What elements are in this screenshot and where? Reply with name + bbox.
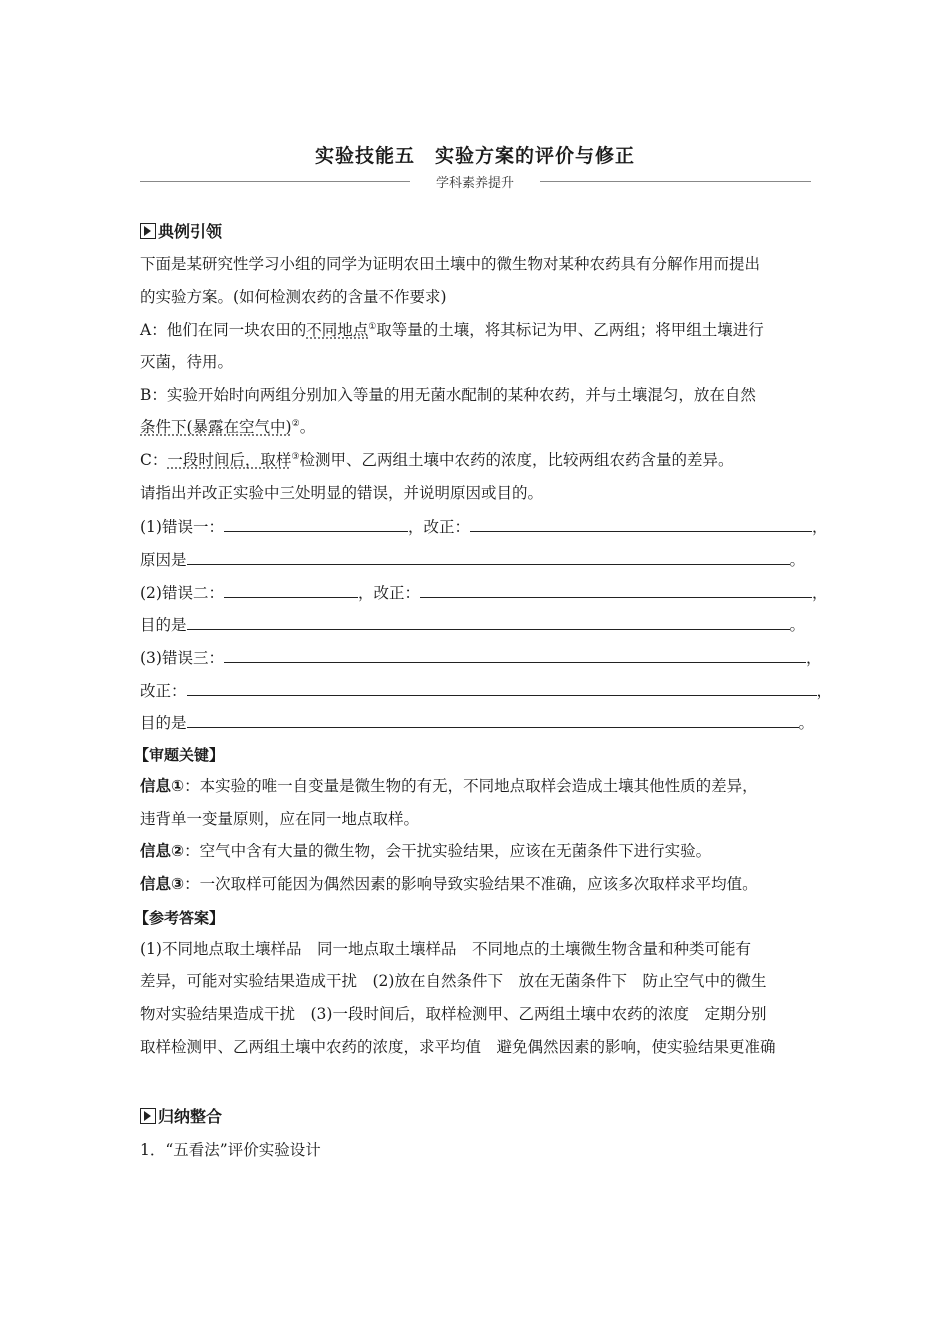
q1-label: (1)错误一： bbox=[140, 518, 224, 536]
section-heading-summary bbox=[140, 1104, 222, 1127]
step-a-suffix: 取等量的土壤，将其标记为甲、乙两组；将甲组土壤进行 bbox=[376, 321, 764, 339]
answer-line-4: 取样检测甲、乙两组土壤中农药的浓度，求平均值 避免偶然因素的影响，使实验结果更准确 bbox=[140, 1038, 776, 1056]
comma: ， bbox=[811, 584, 828, 602]
answer-line-2: 差异，可能对实验结果造成干扰 (2)放在自然条件下 放在无菌条件下 防止空气中的微生 bbox=[140, 972, 767, 990]
purpose-label: 目的是 bbox=[140, 714, 187, 732]
section-heading-examples bbox=[140, 219, 222, 242]
step-a-line-2: 灭菌，待用。 bbox=[140, 353, 234, 371]
play-icon bbox=[140, 223, 156, 239]
info-2-line bbox=[140, 843, 711, 859]
purpose-label: 目的是 bbox=[140, 616, 187, 634]
key-info-3: 一段时间后，取样 bbox=[167, 451, 292, 469]
step-c-line bbox=[140, 452, 733, 468]
q3-fix-blank[interactable] bbox=[187, 681, 817, 696]
analysis-heading: 【审题关键】 bbox=[134, 746, 225, 764]
q2-label: (2)错误二： bbox=[140, 584, 224, 602]
step-b-end: 。 bbox=[299, 418, 316, 436]
q2-line bbox=[140, 583, 828, 601]
key-info-2: 条件下(暴露在空气中) bbox=[140, 418, 292, 436]
step-a-line-1 bbox=[140, 322, 764, 338]
info-3-text: ：一次取样可能因为偶然因素的影响导致实验结果不准确，应该多次取样求平均值。 bbox=[184, 875, 758, 893]
period: 。 bbox=[798, 714, 815, 732]
info-3-line bbox=[140, 876, 758, 892]
info-2-text: ：空气中含有大量的微生物，会干扰实验结果，应该在无菌条件下进行实验。 bbox=[184, 842, 712, 860]
comma: ， bbox=[816, 682, 833, 700]
q1-error-blank[interactable] bbox=[224, 517, 408, 532]
q3-purpose-line bbox=[140, 713, 814, 731]
answer-line-1: (1)不同地点取土壤样品 同一地点取土壤样品 不同地点的土壤微生物含量和种类可能有 bbox=[140, 940, 751, 958]
info-1-line-2: 违背单一变量原则，应在同一地点取样。 bbox=[140, 810, 420, 828]
reason-label: 原因是 bbox=[140, 551, 187, 569]
q3-line bbox=[140, 648, 821, 666]
q3-label: (3)错误三： bbox=[140, 649, 224, 667]
answer-line-3: 物对实验结果造成干扰 (3)一段时间后，取样检测甲、乙两组土壤中农药的浓度 定期分别 bbox=[140, 1005, 767, 1023]
q1-reason-blank[interactable] bbox=[187, 550, 790, 565]
info-1-line-1 bbox=[140, 778, 758, 794]
info-3-label: 信息③ bbox=[140, 875, 185, 893]
q2-purpose-blank[interactable] bbox=[187, 615, 790, 630]
q1-fix-blank[interactable] bbox=[470, 517, 812, 532]
intro-line-1: 下面是某研究性学习小组的同学为证明农田土壤中的微生物对某种农药具有分解作用而提出 bbox=[140, 255, 761, 273]
comma: ， bbox=[811, 518, 828, 536]
q1-reason-line bbox=[140, 550, 805, 568]
summary-item-1: 1．“五看法”评价实验设计 bbox=[140, 1141, 321, 1159]
q2-purpose-line bbox=[140, 615, 805, 633]
heading-text: 典例引领 bbox=[158, 222, 223, 241]
page-title: 实验技能五 实验方案的评价与修正 bbox=[314, 145, 635, 167]
q1-fix-label: ，改正： bbox=[407, 518, 470, 536]
intro-line-2: 的实验方案。(如何检测农药的含量不作要求) bbox=[140, 288, 447, 306]
comma: ， bbox=[805, 649, 822, 667]
info-1-text: ：本实验的唯一自变量是微生物的有无，不同地点取样会造成土壤其他性质的差异， bbox=[184, 777, 758, 795]
period: 。 bbox=[789, 616, 806, 634]
q3-purpose-blank[interactable] bbox=[187, 713, 799, 728]
q1-line bbox=[140, 517, 828, 535]
q3-fix-line bbox=[140, 681, 832, 699]
key-info-1: 不同地点 bbox=[306, 321, 369, 339]
heading-text: 归纳整合 bbox=[158, 1107, 223, 1126]
info-1-label: 信息① bbox=[140, 777, 185, 795]
play-icon bbox=[140, 1108, 156, 1124]
step-b-line-1: B：实验开始时向两组分别加入等量的用无菌水配制的某种农药，并与土壤混匀，放在自然 bbox=[140, 386, 756, 404]
q2-error-blank[interactable] bbox=[224, 583, 358, 598]
step-c-suffix: 检测甲、乙两组土壤中农药的浓度，比较两组农药含量的差异。 bbox=[299, 451, 734, 469]
q2-fix-label: ，改正： bbox=[357, 584, 420, 602]
marker-1: ① bbox=[368, 321, 377, 332]
q3-fix-label: 改正： bbox=[140, 682, 187, 700]
question-prompt: 请指出并改正实验中三处明显的错误，并说明原因或目的。 bbox=[140, 484, 544, 502]
section-subtitle bbox=[0, 172, 950, 191]
step-c-prefix: C： bbox=[140, 451, 168, 469]
q3-error-blank[interactable] bbox=[224, 648, 806, 663]
marker-2: ② bbox=[291, 418, 300, 429]
q2-fix-blank[interactable] bbox=[420, 583, 812, 598]
info-2-label: 信息② bbox=[140, 842, 185, 860]
marker-3: ③ bbox=[291, 451, 300, 462]
answer-heading: 【参考答案】 bbox=[134, 909, 225, 927]
subtitle-text: 学科素养提升 bbox=[430, 176, 520, 191]
step-b-line-2 bbox=[140, 419, 315, 435]
period: 。 bbox=[789, 551, 806, 569]
step-a-prefix: A：他们在同一块农田的 bbox=[140, 321, 307, 339]
